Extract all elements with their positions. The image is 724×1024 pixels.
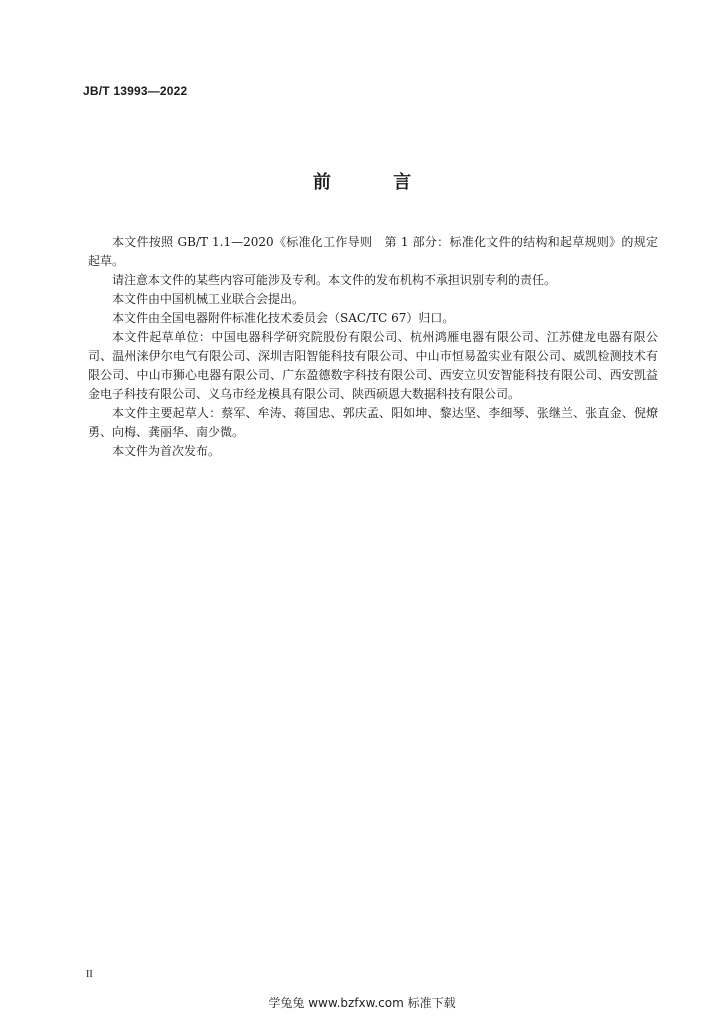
paragraph-drafting-units: 本文件起草单位：中国电器科学研究院股份有限公司、杭州鸿雁电器有限公司、江苏健龙电器有限公司、温州涞伊尔电气有限公司、深圳吉阳智能科技有限公司、中山市恒易盈实业有限公司、威凯检测技术有限公司、中山市狮心电器有限公司、广东盈德数字科技有限公司、西安立贝安智能科技有限公司、西安凯益金电子科技有限公司、义乌市经龙模具有限公司、陕西硕恩大数据科技有限公司。 bbox=[88, 330, 658, 401]
paragraph-drafters: 本文件主要起草人：蔡军、牟涛、蒋国忠、郭庆孟、阳如坤、黎达坚、李细琴、张继兰、张直金、倪燎勇、向梅、龚丽华、南少微。 bbox=[88, 406, 658, 439]
page-number: II bbox=[86, 969, 93, 980]
paragraph-proposer: 本文件由中国机械工业联合会提出。 bbox=[112, 292, 305, 306]
paragraph-patent-notice: 请注意本文件的某些内容可能涉及专利。本文件的发布机构不承担识别专利的责任。 bbox=[112, 273, 557, 287]
paragraph-drafting-rules: 本文件按照 GB/T 1.1—2020《标准化工作导则 第 1 部分：标准化文件的结构和起草规则》的规定起草。 bbox=[88, 235, 658, 268]
paragraph-first-release: 本文件为首次发布。 bbox=[112, 444, 221, 458]
page-title: 前 言 bbox=[312, 172, 440, 193]
foreword-body bbox=[88, 233, 658, 461]
document-number: JB/T 13993—2022 bbox=[83, 84, 188, 98]
watermark-text: 学兔兔 www.bzfxw.com 标准下载 bbox=[268, 996, 456, 1010]
paragraph-committee: 本文件由全国电器附件标准化技术委员会（SAC/TC 67）归口。 bbox=[112, 311, 455, 325]
